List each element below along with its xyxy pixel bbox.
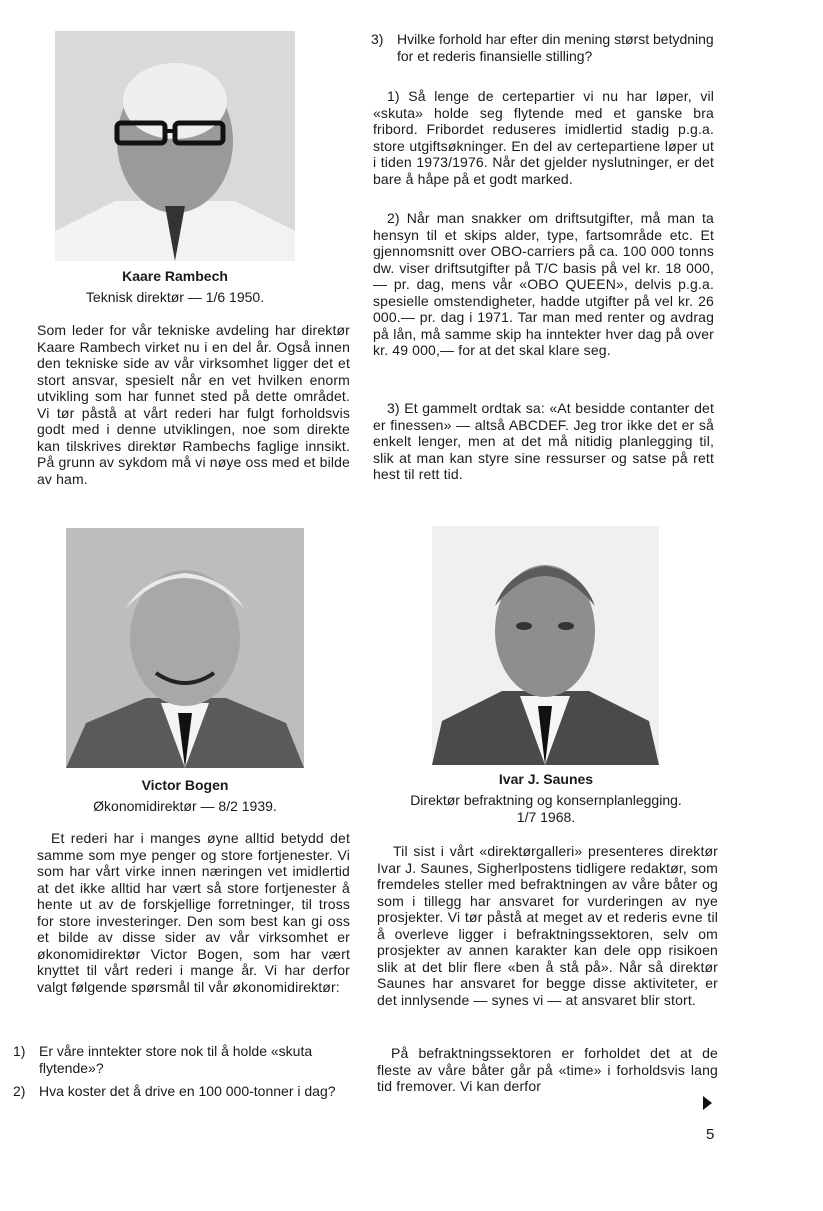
person-title: Direktør befraktning og konsernplanlegging.	[410, 792, 682, 808]
person-title: Økonomidirektør — 8/2 1939.	[93, 798, 277, 814]
person-name: Victor Bogen	[141, 777, 229, 793]
answer-1: 1) Så lenge de certepartier vi nu har løper, vil «skuta» holde seg flytende med et ganske bra fribord. Fribordet reduseres imidlertid stadig p.g.a. store utgiftsøkninger. En del av certepartiene løper ut i tiden 1973/1976. Når det gjelder nyslutninger, er det bare å håpe på et godt marked.	[373, 88, 714, 187]
caption-ivar-saunes	[372, 771, 720, 826]
question-number: 3)	[371, 31, 384, 47]
question-number: 1)	[13, 1043, 26, 1059]
answer-3: 3) Et gammelt ordtak sa: «At besidde contanter det er finessen» — altså ABCDEF. Jeg tror ikke det er så enkelt lenger, men at det må nitidig planlegging til, slik at man kan styre sine ressurser og satse på rett hest til rett tid.	[373, 400, 714, 482]
caption-kaare-rambech	[55, 268, 295, 306]
person-name: Ivar J. Saunes	[498, 771, 594, 787]
paragraph-rambech: Som leder for vår tekniske avdeling har direktør Kaare Rambech virket nu i en del år. Også innen den tekniske side av vår virksomhet ligger det et stort ansvar, spesielt når en vet hvilken enorm utvikling som har funnet sted på dette området. Vi tør påstå at vårt rederi har fulgt forholdsvis godt med i denne utviklingen, noe som direkte kan tilskrives direktør Rambechs faglige innsikt. På grunn av sykdom må vi nøye oss med et bilde av ham.	[37, 322, 350, 487]
person-title: Teknisk direktør — 1/6 1950.	[85, 289, 265, 305]
paragraph-befraktning: På befraktningssektoren er forholdet det at de fleste av våre båter går på «time» i forholdsvis lang tid fremover. Vi kan derfor	[377, 1045, 718, 1094]
photo-victor-bogen	[66, 528, 304, 768]
page-number: 5	[706, 1126, 715, 1143]
question-1	[13, 1043, 353, 1076]
answer-2: 2) Når man snakker om driftsutgifter, må man ta hensyn til et skips alder, type, fartsområde etc. Et gjennomsnitt over OBO-carriers på ca. 100 000 tonns dw. viser driftsutgifter på T/C basis på vel kr. 18 000,— pr. dag, mens vår «OBO QUEEN», delvis p.g.a. spesielle omstendigheter, hadde utgifter på vel kr. 26 000.— pr. dag i 1971. Tar man med renter og avdrag på lån, må samme skip ha inntekter hver dag på over kr. 49 000,— for at det skal klare seg.	[373, 210, 714, 358]
question-number: 2)	[13, 1083, 26, 1099]
paragraph-bogen: Et rederi har i manges øyne alltid betydd det samme som mye penger og store fortjenester. Vi som har vårt virke innen næringen vet imidlertid at det ikke alltid har vært så store fortjenester å hente ut av de forskjellige forretninger, til tross for store investeringer. Den som best kan gi oss et bilde av disse sider av vår virksomhet er økonomidirektør Victor Bogen, som har vært knyttet til vårt rederi i mange år. Vi har derfor valgt følgende spørsmål til vår økonomidirektør:	[37, 830, 350, 995]
question-text: Er våre inntekter store nok til å holde «skuta flytende»?	[39, 1043, 313, 1076]
continue-arrow-icon	[703, 1096, 712, 1110]
question-2	[13, 1083, 353, 1100]
person-title-date: 1/7 1968.	[516, 809, 576, 825]
question-3	[371, 31, 715, 64]
question-text: Hva koster det å drive en 100 000-tonner i dag?	[39, 1083, 336, 1099]
photo-ivar-saunes	[432, 526, 659, 765]
photo-kaare-rambech	[55, 31, 295, 261]
paragraph-saunes: Til sist i vårt «direktørgalleri» presenteres direktør Ivar J. Saunes, Sigherlpostens tidligere redaktør, som fremdeles steller med befraktningen av våre båter og som i tillegg har ansvaret for vurderingen av nye prosjekter. Vi tør påstå at meget av et rederis evne til å overleve ligger i befraktningssektoren, selv om prosjekter av annen karakter kan dele opp risikoen slik at det blir flere «ben å stå på». Når så direktør Saunes har ansvaret for begge disse aktiviteter, er det innlysende — synes vi — at ansvaret blir stort.	[377, 843, 718, 1008]
caption-victor-bogen	[66, 777, 304, 815]
question-text: Hvilke forhold har efter din mening størst betydning for et rederis finansielle stilling?	[397, 31, 714, 64]
person-name: Kaare Rambech	[122, 268, 228, 284]
